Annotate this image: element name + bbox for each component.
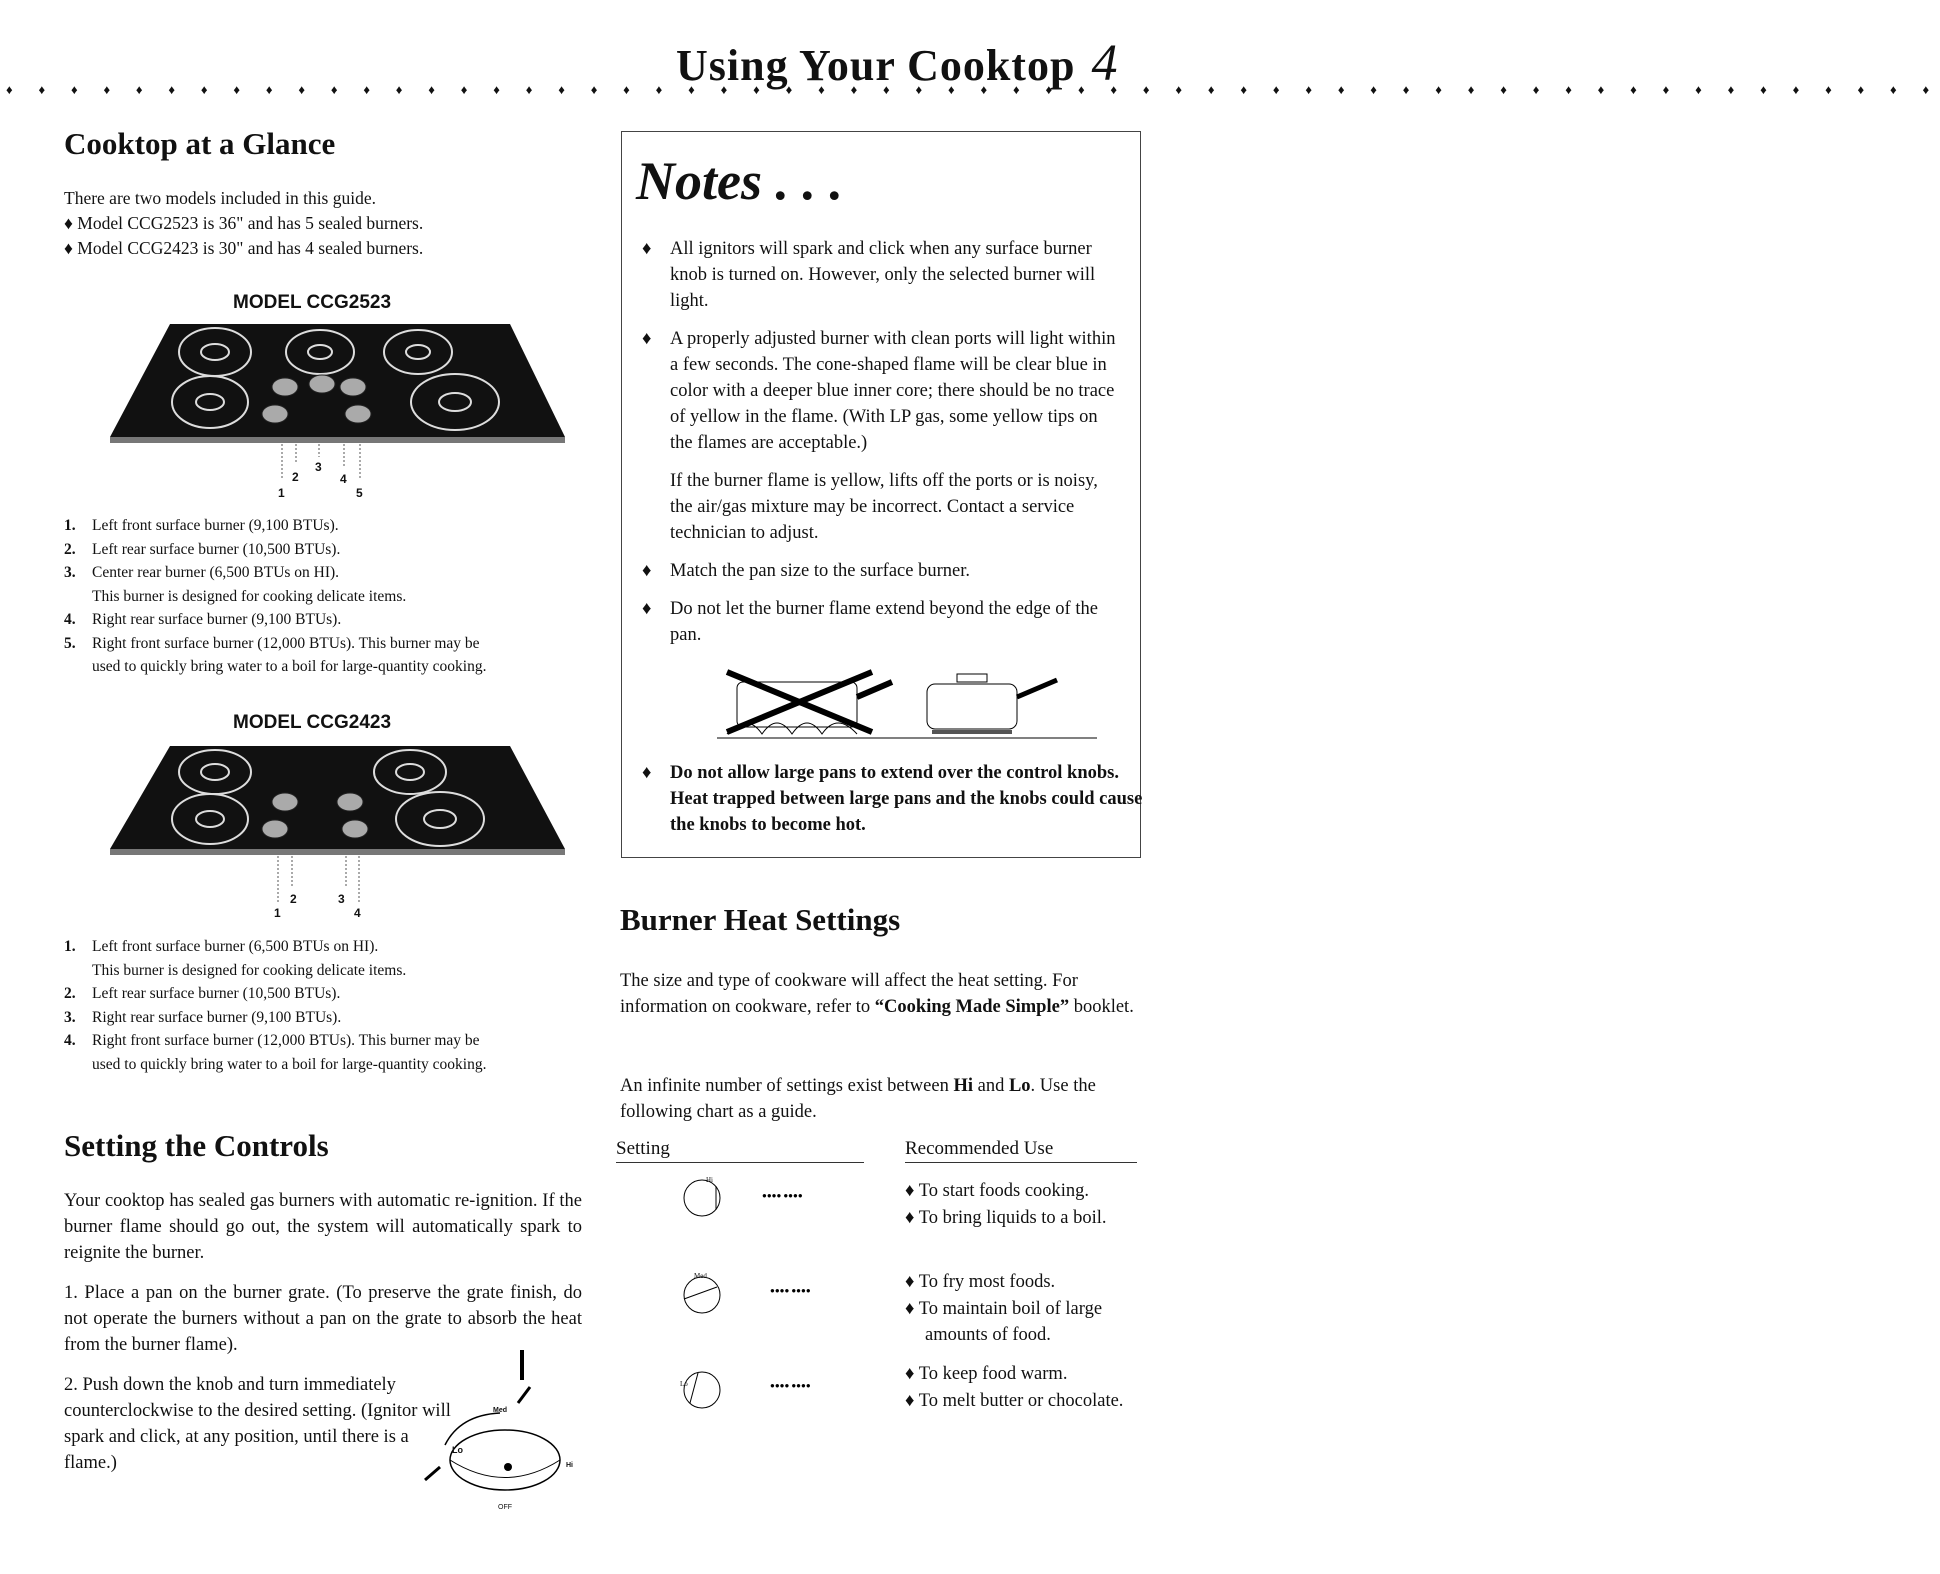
list-item: 1. Left front surface burner (9,100 BTUs). <box>64 517 339 534</box>
callout: 4 <box>340 472 347 486</box>
note-item: ♦ Do not let the burner flame extend beyond the edge of the pan. <box>642 599 1098 645</box>
model2-burner-list <box>64 935 594 1076</box>
use-item: ♦ To keep food warm. <box>905 1364 1068 1384</box>
notes-warning: ♦ Do not allow large pans to extend over the control knobs. Heat trapped between large pans and the knobs could cause the knobs to become hot. <box>642 763 1143 835</box>
page-title: Using Your Cooktop <box>676 41 1076 90</box>
use-column-header: Recommended Use <box>905 1138 1137 1163</box>
heat-use-hi <box>905 1178 1140 1231</box>
svg-text:●●●● ●●●●: ●●●● ●●●● <box>770 1381 811 1390</box>
list-item: 4. Right rear surface burner (9,100 BTUs). <box>64 611 342 628</box>
controls-step-1: 1. Place a pan on the burner grate. (To preserve the grate finish, do not operate the burners without a pan on the grate to absorb the heat from the burner flame). <box>64 1283 582 1355</box>
list-item: 2. Left rear surface burner (10,500 BTUs). <box>64 540 341 558</box>
callout: 2 <box>292 470 299 484</box>
use-item: ♦ To start foods cooking. <box>905 1181 1090 1201</box>
burner-callouts <box>270 458 390 508</box>
callout: 4 <box>354 906 361 920</box>
note-item: ♦ All ignitors will spark and click when any surface burner knob is turned on. However, only the selected burner will light. <box>642 239 1096 311</box>
controls-step-2: 2. Push down the knob and turn immediately counterclockwise to the desired setting. (Ignitor will spark and click, at any position, until there is a flame.) <box>64 1375 451 1473</box>
knob-setting-med: Med <box>694 1272 707 1280</box>
callout: 3 <box>315 460 322 474</box>
pan-size-illustration <box>717 662 1097 742</box>
use-item: ♦ To bring liquids to a boil. <box>905 1207 1107 1228</box>
callout: 3 <box>338 892 345 906</box>
knob-turn-diagram <box>420 1345 580 1515</box>
callout: 5 <box>356 486 363 500</box>
glance-title: Cooktop at a Glance <box>64 126 336 161</box>
use-item: ♦ To melt butter or chocolate. <box>905 1390 1124 1411</box>
notes-box <box>621 131 1141 858</box>
heat-use-med <box>905 1269 1140 1349</box>
list-item: 3. Right rear surface burner (9,100 BTUs). <box>64 1008 342 1026</box>
list-item: 5. Right front surface burner (12,000 BTUs). This burner may be used to quickly bring water to a boil for large-quantity cooking. <box>64 634 487 675</box>
model-label: MODEL CCG2523 <box>233 292 392 313</box>
use-item: ♦ To maintain boil of large amounts of food. <box>905 1298 1103 1345</box>
note-item: ♦ A properly adjusted burner with clean ports will light within a few seconds. The cone-shaped flame will be clear blue in color with a deeper blue inner core; there should be no trace of yellow in the flame. (With LP gas, some yellow tips on the flames are acceptable.) <box>642 329 1116 453</box>
heat-use-lo <box>905 1361 1140 1414</box>
use-item: ♦ To fry most foods. <box>905 1272 1056 1292</box>
glance-intro <box>64 186 584 261</box>
note-item: ♦ Match the pan size to the surface burner. <box>642 561 970 581</box>
heat-guide-text: An infinite number of settings exist between Hi and Lo. Use the following chart as a guide. <box>620 1076 1096 1122</box>
list-item: 4. Right front surface burner (12,000 BTUs). This burner may be used to quickly bring water to a boil for large-quantity cooking. <box>64 1032 487 1073</box>
list-item: 1. Left front surface burner (6,500 BTUs on HI). This burner is designed for cooking delicate items. <box>64 938 407 979</box>
callout: 1 <box>274 906 281 920</box>
burner-callouts <box>270 890 390 930</box>
note-paragraph: If the burner flame is yellow, lifts off the ports or is noisy, the air/gas mixture may be incorrect. Contact a service technician to adjust. <box>670 471 1098 543</box>
knob-off-label: OFF <box>498 1504 512 1511</box>
knob-lo-label: Lo <box>452 1445 463 1455</box>
setting-column-header: Setting <box>616 1138 864 1163</box>
knob-setting-hi: Hi <box>706 1176 713 1184</box>
heat-setting-knob-diagrams <box>670 1170 870 1450</box>
notes-list <box>642 236 1122 660</box>
notes-title: Notes . . . <box>636 151 843 211</box>
heat-intro: The size and type of cookware will affect the heat setting. For information on cookware, refer to “Cooking Made Simple” booklet. <box>620 971 1134 1017</box>
svg-text:●●●● ●●●●: ●●●● ●●●● <box>770 1286 811 1295</box>
model-line: ♦ Model CCG2423 is 30" and has 4 sealed burners. <box>64 238 424 258</box>
svg-text:●●●● ●●●●: ●●●● ●●●● <box>762 1191 803 1200</box>
page-number: 4 <box>1091 35 1118 92</box>
list-item: 3. Center rear burner (6,500 BTUs on HI). This burner is designed for cooking delicate items. <box>64 564 407 605</box>
callout: 1 <box>278 486 285 500</box>
list-item: 2. Left rear surface burner (10,500 BTUs). <box>64 985 341 1002</box>
intro-text: There are two models included in this guide. <box>64 188 377 208</box>
controls-title: Setting the Controls <box>64 1128 329 1163</box>
model-label: MODEL CCG2423 <box>233 712 392 733</box>
heat-title: Burner Heat Settings <box>620 902 901 937</box>
diamond-divider: ♦ ♦ ♦ ♦ ♦ ♦ ♦ ♦ ♦ ♦ ♦ ♦ ♦ ♦ ♦ ♦ ♦ ♦ ♦ ♦ ♦ ♦ ♦ ♦ ♦ ♦ ♦ ♦ ♦ ♦ ♦ ♦ ♦ ♦ ♦ ♦ ♦ ♦ ♦ ♦ ♦ ♦ ♦ ♦ ♦ ♦ ♦ ♦ ♦ ♦ ♦ ♦ ♦ ♦ ♦ ♦ ♦ ♦ ♦ ♦ <box>6 82 1940 97</box>
knob-setting-lo: Lo <box>680 1380 688 1388</box>
model-line: ♦ Model CCG2523 is 36" and has 5 sealed burners. <box>64 213 424 233</box>
controls-intro: Your cooktop has sealed gas burners with automatic re-ignition. If the burner flame should go out, the system will automatically spark to reignite the burner. <box>64 1191 582 1263</box>
knob-hi-label: Hi <box>566 1462 573 1469</box>
knob-med-label: Med <box>493 1407 507 1414</box>
callout: 2 <box>290 892 297 906</box>
cooktop-4-burner-diagram <box>110 744 570 914</box>
model1-burner-list <box>64 514 594 679</box>
